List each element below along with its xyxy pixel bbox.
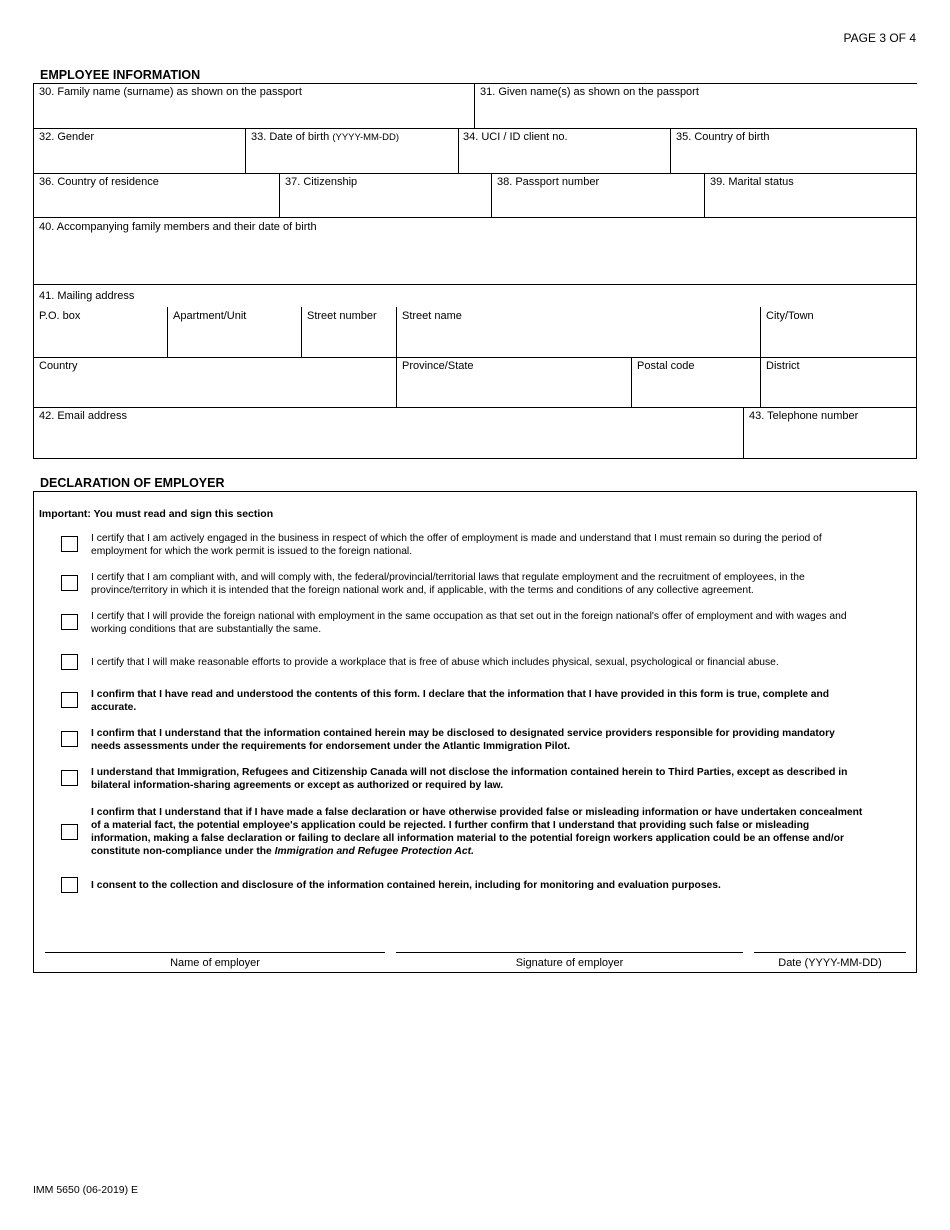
declaration-text-9: I consent to the collection and disclosure of the information contained herein, including for monitoring and evaluation purposes. — [91, 880, 721, 891]
employee-section-title: EMPLOYEE INFORMATION — [40, 68, 201, 82]
declaration-text-2: I certify that I am compliant with, and will comply with, the federal/provincial/territorial laws that regulate employment and the recruitment of employees, in the province/territory in which it is intended that the foreign national work and, if applicable, with the terms and conditions of any collective agreement. — [91, 572, 805, 596]
declaration-checkbox-3[interactable] — [61, 614, 78, 630]
city-field[interactable]: City/Town — [766, 310, 814, 322]
declaration-text-5: I confirm that I have read and understood the contents of this form. I declare that the information that I have provided in this form is true, complete and accurate. — [91, 689, 830, 713]
date-of-birth-field[interactable] — [251, 131, 399, 143]
declaration-text-8 — [91, 806, 866, 858]
postal-code-field[interactable]: Postal code — [637, 360, 695, 372]
street-number-field[interactable]: Street number — [307, 310, 377, 322]
declaration-text-6: I confirm that I understand that the information contained herein may be disclosed to designated service providers responsible for providing mandatory needs assessments under the requirements for endorsement under the Atlantic Immigration Pilot. — [91, 728, 835, 752]
declaration-text-8-body: I confirm that I understand that if I have made a false declaration or have otherwise provided false or misleading information or have undertaken concealment of a material fact, the potential employee's application could be rejected. I further confirm that I understand that providing such false or misleading information, making a false declaration or failing to declare all information material to the potential foreign workers application could be an offense and/or constitute non-compliance under the — [91, 807, 863, 857]
declaration-checkbox-4[interactable] — [61, 654, 78, 670]
street-name-field[interactable]: Street name — [402, 310, 462, 322]
employer-name-line[interactable] — [45, 952, 385, 953]
employer-signature-label: Signature of employer — [515, 957, 624, 969]
uci-field[interactable]: 34. UCI / ID client no. — [463, 131, 568, 143]
date-of-birth-label: 33. Date of birth — [251, 131, 330, 143]
declaration-section-title: DECLARATION OF EMPLOYER — [40, 476, 225, 490]
declaration-text-3: I certify that I will provide the foreign national with employment in the same occupation as that set out in the foreign national's offer of employment and with wages and working conditions that are substantially the same. — [91, 611, 847, 635]
gender-field[interactable]: 32. Gender — [39, 131, 95, 143]
declaration-checkbox-1[interactable] — [61, 536, 78, 552]
district-field[interactable]: District — [766, 360, 800, 372]
employer-signature-line[interactable] — [396, 952, 743, 953]
declaration-text-4: I certify that I will make reasonable efforts to provide a workplace that is free of abuse which includes physical, sexual, psychological or financial abuse. — [91, 657, 779, 668]
email-field[interactable]: 42. Email address — [39, 410, 128, 422]
declaration-checkbox-9[interactable] — [61, 877, 78, 893]
employer-name-label: Name of employer — [170, 957, 260, 969]
declaration-text-1: I certify that I am actively engaged in the business in respect of which the offer of employment is made and understand that I must remain so during the period of employment for which the work permit is issued to the foreign national. — [91, 533, 822, 557]
declaration-checkbox-5[interactable] — [61, 692, 78, 708]
marital-status-field[interactable]: 39. Marital status — [710, 176, 794, 188]
declaration-checkbox-2[interactable] — [61, 575, 78, 591]
country-of-residence-field[interactable]: 36. Country of residence — [39, 176, 159, 188]
apartment-field[interactable]: Apartment/Unit — [173, 310, 247, 322]
important-notice: Important: You must read and sign this section — [39, 508, 274, 520]
act-name: Immigration and Refugee Protection Act. — [274, 846, 474, 857]
country-field[interactable]: Country — [39, 360, 78, 372]
telephone-field[interactable]: 43. Telephone number — [749, 410, 859, 422]
declaration-text-7: I understand that Immigration, Refugees and Citizenship Canada will not disclose the information contained herein to Third Parties, except as described in bilateral information-sharing agreements or except as authorized or required by law. — [91, 767, 848, 791]
passport-number-field[interactable]: 38. Passport number — [497, 176, 600, 188]
family-members-field[interactable]: 40. Accompanying family members and their date of birth — [39, 221, 317, 233]
declaration-checkbox-7[interactable] — [61, 770, 78, 786]
country-of-birth-field[interactable]: 35. Country of birth — [676, 131, 770, 143]
form-identifier: IMM 5650 (06-2019) E — [33, 1184, 139, 1196]
declaration-checkbox-6[interactable] — [61, 731, 78, 747]
po-box-field[interactable]: P.O. box — [39, 310, 81, 322]
page-number: PAGE 3 OF 4 — [843, 31, 916, 45]
declaration-checkbox-8[interactable] — [61, 824, 78, 840]
signature-date-line[interactable] — [754, 952, 906, 953]
signature-date-label: Date (YYYY-MM-DD) — [778, 957, 882, 969]
date-format-hint: (YYYY-MM-DD) — [332, 132, 400, 143]
citizenship-field[interactable]: 37. Citizenship — [285, 176, 358, 188]
province-field[interactable]: Province/State — [402, 360, 474, 372]
given-names-field[interactable]: 31. Given name(s) as shown on the passport — [480, 86, 699, 98]
family-name-field[interactable]: 30. Family name (surname) as shown on the passport — [39, 86, 302, 98]
mailing-address-label: 41. Mailing address — [39, 290, 135, 302]
